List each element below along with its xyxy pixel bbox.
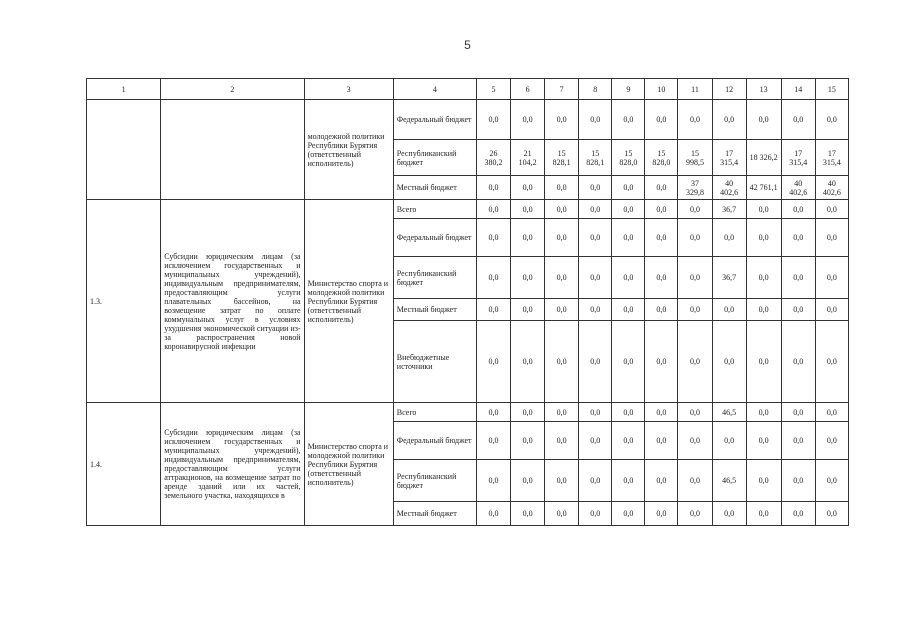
amount-cell: 42 761,1 [746, 176, 781, 200]
amount-cell: 0,0 [815, 403, 848, 422]
amount-cell: 0,0 [645, 502, 678, 526]
amount-cell: 0,0 [511, 422, 545, 460]
amount-cell: 0,0 [476, 176, 510, 200]
amount-cell: 0,0 [612, 422, 645, 460]
amount-cell: 15 828,1 [579, 140, 612, 176]
row-index: 1.4. [87, 403, 161, 526]
col-header: 9 [612, 79, 645, 100]
col-header: 8 [579, 79, 612, 100]
amount-cell: 0,0 [815, 460, 848, 502]
amount-cell: 46,5 [712, 403, 746, 422]
budget-table [86, 78, 849, 526]
amount-cell: 0,0 [781, 100, 815, 140]
amount-cell: 0,0 [746, 257, 781, 299]
col-header: 1 [87, 79, 161, 100]
amount-cell: 0,0 [476, 403, 510, 422]
col-header: 3 [304, 79, 393, 100]
amount-cell: 0,0 [678, 502, 712, 526]
amount-cell: 0,0 [712, 100, 746, 140]
measure-description: Субсидии юридическим лицам (за исключением государственных и муниципальных учреждений), индивидуальным предпринимателям, предоставляющим услуги аттракционов, на возмещение затрат по аренде зданий или их частей, земельного участка, находящихся в [161, 403, 304, 526]
amount-cell: 21 104,2 [511, 140, 545, 176]
table-row [87, 403, 849, 422]
amount-cell: 40 402,6 [712, 176, 746, 200]
funding-source: Республиканский бюджет [393, 140, 476, 176]
amount-cell: 15 828,1 [545, 140, 579, 176]
row-index [87, 100, 161, 200]
amount-cell: 0,0 [645, 257, 678, 299]
amount-cell: 0,0 [545, 460, 579, 502]
amount-cell: 0,0 [476, 460, 510, 502]
amount-cell: 0,0 [612, 321, 645, 403]
amount-cell: 0,0 [511, 257, 545, 299]
amount-cell: 0,0 [645, 299, 678, 321]
amount-cell: 0,0 [712, 502, 746, 526]
amount-cell: 0,0 [781, 257, 815, 299]
amount-cell: 0,0 [545, 299, 579, 321]
measure-description: Субсидии юридическим лицам (за исключением государственных и муниципальных учреждений), индивидуальным предпринимателям, предоставляющим услуги плавательных бассейнов, на возмещение затрат по оплате коммунальных услуг в условиях ухудшения экономической ситуации из-за распространения новой коронавирусной инфекции [161, 200, 304, 403]
table-row [87, 100, 849, 140]
funding-source: Республиканский бюджет [393, 257, 476, 299]
amount-cell: 15 828,0 [612, 140, 645, 176]
amount-cell: 0,0 [476, 321, 510, 403]
amount-cell: 0,0 [678, 321, 712, 403]
amount-cell: 0,0 [476, 219, 510, 257]
amount-cell: 17 315,4 [712, 140, 746, 176]
amount-cell: 17 315,4 [815, 140, 848, 176]
amount-cell: 0,0 [678, 403, 712, 422]
amount-cell: 0,0 [579, 403, 612, 422]
table-row [87, 200, 849, 219]
amount-cell: 0,0 [746, 502, 781, 526]
amount-cell: 0,0 [645, 200, 678, 219]
funding-source: Федеральный бюджет [393, 422, 476, 460]
amount-cell: 0,0 [511, 200, 545, 219]
amount-cell: 0,0 [579, 219, 612, 257]
measure-description [161, 100, 304, 200]
amount-cell: 0,0 [815, 422, 848, 460]
col-header: 5 [476, 79, 510, 100]
amount-cell: 0,0 [645, 176, 678, 200]
amount-cell: 0,0 [678, 219, 712, 257]
amount-cell: 0,0 [511, 460, 545, 502]
amount-cell: 0,0 [815, 299, 848, 321]
amount-cell: 0,0 [476, 502, 510, 526]
amount-cell: 40 402,6 [815, 176, 848, 200]
amount-cell: 36,7 [712, 257, 746, 299]
amount-cell: 0,0 [545, 200, 579, 219]
col-header: 4 [393, 79, 476, 100]
amount-cell: 40 402,6 [781, 176, 815, 200]
funding-source: Федеральный бюджет [393, 219, 476, 257]
amount-cell: 0,0 [476, 299, 510, 321]
amount-cell: 0,0 [781, 200, 815, 219]
amount-cell: 15 828,0 [645, 140, 678, 176]
col-header: 6 [511, 79, 545, 100]
col-header: 2 [161, 79, 304, 100]
amount-cell: 18 326,2 [746, 140, 781, 176]
amount-cell: 37 329,8 [678, 176, 712, 200]
amount-cell: 0,0 [476, 257, 510, 299]
amount-cell: 0,0 [712, 219, 746, 257]
responsible-executor: Министерство спорта и молодежной политики Республики Бурятия (ответственный исполнитель) [304, 200, 393, 403]
funding-source: Всего [393, 403, 476, 422]
amount-cell: 0,0 [645, 321, 678, 403]
amount-cell: 0,0 [612, 299, 645, 321]
amount-cell: 0,0 [579, 321, 612, 403]
amount-cell: 0,0 [678, 299, 712, 321]
responsible-executor: молодежной политики Республики Бурятия (ответственный исполнитель) [304, 100, 393, 200]
amount-cell: 0,0 [712, 321, 746, 403]
amount-cell: 0,0 [781, 460, 815, 502]
amount-cell: 0,0 [545, 321, 579, 403]
amount-cell: 0,0 [815, 100, 848, 140]
amount-cell: 0,0 [645, 422, 678, 460]
amount-cell: 0,0 [746, 299, 781, 321]
col-header: 13 [746, 79, 781, 100]
col-header: 15 [815, 79, 848, 100]
amount-cell: 0,0 [579, 200, 612, 219]
amount-cell: 0,0 [678, 422, 712, 460]
amount-cell: 0,0 [612, 460, 645, 502]
amount-cell: 46,5 [712, 460, 746, 502]
amount-cell: 0,0 [612, 176, 645, 200]
amount-cell: 0,0 [511, 321, 545, 403]
row-index: 1.3. [87, 200, 161, 403]
amount-cell: 0,0 [815, 257, 848, 299]
col-header: 14 [781, 79, 815, 100]
funding-source: Местный бюджет [393, 502, 476, 526]
col-header: 7 [545, 79, 579, 100]
amount-cell: 0,0 [579, 176, 612, 200]
amount-cell: 0,0 [781, 502, 815, 526]
amount-cell: 0,0 [746, 321, 781, 403]
amount-cell: 0,0 [815, 502, 848, 526]
amount-cell: 0,0 [678, 257, 712, 299]
funding-source: Внебюджетные источники [393, 321, 476, 403]
amount-cell: 0,0 [612, 403, 645, 422]
amount-cell: 0,0 [511, 100, 545, 140]
amount-cell: 0,0 [579, 502, 612, 526]
funding-source: Республиканский бюджет [393, 460, 476, 502]
amount-cell: 0,0 [781, 403, 815, 422]
amount-cell: 0,0 [712, 299, 746, 321]
amount-cell: 0,0 [511, 502, 545, 526]
col-header: 10 [645, 79, 678, 100]
header-row [87, 79, 849, 100]
amount-cell: 0,0 [645, 403, 678, 422]
amount-cell: 0,0 [612, 219, 645, 257]
amount-cell: 0,0 [545, 100, 579, 140]
amount-cell: 0,0 [545, 502, 579, 526]
amount-cell: 0,0 [579, 299, 612, 321]
amount-cell: 15 998,5 [678, 140, 712, 176]
amount-cell: 0,0 [476, 422, 510, 460]
col-header: 12 [712, 79, 746, 100]
amount-cell: 0,0 [678, 200, 712, 219]
amount-cell: 0,0 [545, 403, 579, 422]
amount-cell: 0,0 [781, 321, 815, 403]
amount-cell: 0,0 [815, 200, 848, 219]
amount-cell: 36,7 [712, 200, 746, 219]
amount-cell: 0,0 [612, 200, 645, 219]
amount-cell: 0,0 [579, 460, 612, 502]
amount-cell: 0,0 [612, 100, 645, 140]
amount-cell: 0,0 [476, 200, 510, 219]
amount-cell: 0,0 [545, 422, 579, 460]
amount-cell: 0,0 [545, 257, 579, 299]
amount-cell: 0,0 [511, 299, 545, 321]
amount-cell: 0,0 [645, 460, 678, 502]
amount-cell: 26 380,2 [476, 140, 510, 176]
funding-source: Всего [393, 200, 476, 219]
amount-cell: 0,0 [746, 403, 781, 422]
amount-cell: 0,0 [645, 100, 678, 140]
amount-cell: 0,0 [746, 460, 781, 502]
amount-cell: 0,0 [781, 299, 815, 321]
amount-cell: 17 315,4 [781, 140, 815, 176]
amount-cell: 0,0 [579, 100, 612, 140]
responsible-executor: Министерство спорта и молодежной политики Республики Бурятия (ответственный исполнитель) [304, 403, 393, 526]
col-header: 11 [678, 79, 712, 100]
funding-source: Местный бюджет [393, 299, 476, 321]
funding-source: Местный бюджет [393, 176, 476, 200]
amount-cell: 0,0 [511, 403, 545, 422]
amount-cell: 0,0 [746, 219, 781, 257]
amount-cell: 0,0 [545, 176, 579, 200]
amount-cell: 0,0 [815, 219, 848, 257]
amount-cell: 0,0 [579, 422, 612, 460]
amount-cell: 0,0 [746, 100, 781, 140]
amount-cell: 0,0 [511, 219, 545, 257]
amount-cell: 0,0 [612, 257, 645, 299]
amount-cell: 0,0 [678, 460, 712, 502]
amount-cell: 0,0 [476, 100, 510, 140]
amount-cell: 0,0 [746, 200, 781, 219]
amount-cell: 0,0 [781, 219, 815, 257]
amount-cell: 0,0 [678, 100, 712, 140]
amount-cell: 0,0 [645, 219, 678, 257]
amount-cell: 0,0 [746, 422, 781, 460]
funding-source: Федеральный бюджет [393, 100, 476, 140]
amount-cell: 0,0 [712, 422, 746, 460]
amount-cell: 0,0 [579, 257, 612, 299]
amount-cell: 0,0 [781, 422, 815, 460]
amount-cell: 0,0 [612, 502, 645, 526]
amount-cell: 0,0 [545, 219, 579, 257]
page-number: 5 [464, 38, 471, 52]
amount-cell: 0,0 [815, 321, 848, 403]
amount-cell: 0,0 [511, 176, 545, 200]
